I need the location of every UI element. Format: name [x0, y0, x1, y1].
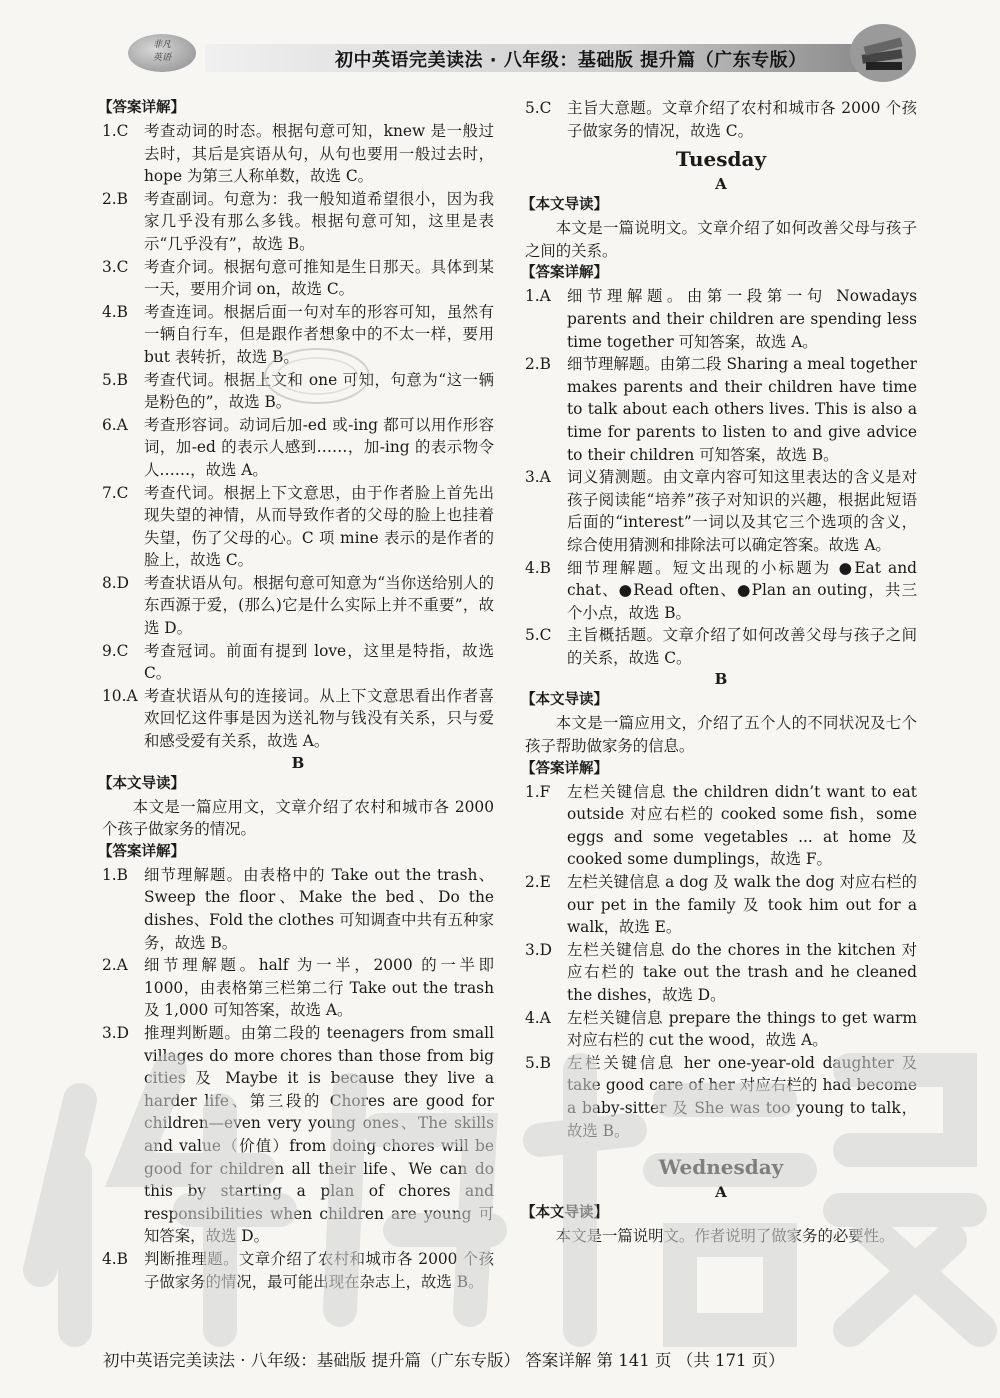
answer-item: [102, 1248, 494, 1293]
answer-item: [525, 781, 917, 871]
answer-number: 2.B: [525, 355, 551, 374]
right-column: [521, 97, 917, 1248]
section-heading: 【答案详解】: [98, 100, 185, 116]
guide-paragraph: 本文是一篇说明文。文章介绍了如何改善父母与孩子之间的关系。: [525, 219, 917, 260]
logo-line1: 非凡: [152, 40, 171, 50]
answer-number: 6.A: [102, 415, 128, 434]
answer-item: [102, 414, 494, 482]
answer-text: 考查动词的时态。根据句意可知，knew 是一般过去时，其后是宾语从句，从句也要用一般过去时，hope 为第三人称单数，故选 C。: [144, 122, 494, 186]
answer-number: 9.C: [102, 641, 129, 660]
answer-text: 考查状语从句。根据句意可知意为“当你送给别人的东西源于爱，(那么)它是什么实际上并不重要”，故选 D。: [144, 573, 494, 638]
answer-number: 1.F: [525, 782, 551, 801]
answer-item: [102, 954, 494, 1022]
answer-item: [525, 939, 917, 1007]
answer-text: 考查代词。根据上文和 one 可知，句意为“这一辆是粉色的”，故选 B。: [144, 370, 494, 412]
answer-text: 考查代词。根据上下文意思，由于作者脸上首先出现失望的神情，从而导致作者的父母的脸上也挂着失望，伤了父母的心。C 项 mine 表示的是作者的脸上，故选 C。: [144, 483, 494, 570]
answer-text: 主旨大意题。文章介绍了农村和城市各 2000 个孩子做家务的情况，故选 C。: [567, 99, 917, 140]
answer-number: 2.B: [102, 189, 128, 208]
answer-text: 细节理解题。由表格中的 Take out the trash、Sweep the floor、Make the bed、Do the dishes、Fold the clothes 可知调查中共有五种家务，故选 B。: [144, 865, 494, 952]
section-heading: 【本文导读】: [98, 775, 185, 792]
answer-item: [102, 256, 494, 301]
section-heading: 【本文导读】: [521, 1205, 608, 1222]
page-footer: 初中英语完美读法 · 八年级：基础版 提升篇（广东专版） 答案详解 第 141 页 （共 171 页）: [103, 1351, 785, 1370]
logo-line2: 英语: [152, 53, 171, 63]
answer-number: 4.B: [525, 558, 551, 577]
answer-item: [102, 369, 494, 414]
series-logo: [128, 34, 196, 72]
answer-item: [525, 871, 917, 939]
guide-paragraph: 本文是一篇应用文，文章介绍了农村和城市各 2000 个孩子做家务的情况。: [102, 797, 494, 839]
part-label: B: [714, 670, 728, 689]
answer-number: 4.B: [102, 302, 128, 321]
answer-text: 主旨概括题。文章介绍了如何改善父母与孩子之间的关系，故选 C。: [567, 626, 917, 667]
page-header: [0, 0, 1000, 95]
answer-item: [525, 353, 917, 466]
answer-item: [102, 120, 494, 188]
part-label: A: [715, 175, 727, 194]
answer-text: 推理判断题。由第二段的 teenagers from small villages do more chores than those from big cities 及 Maybe it is because they live a harder life、第三段的 Chores are good for children—even very young ones、The skills and value（价值）from doing chores will be good for children all their life、We can do this by starting a plan of chores and responsibilities when children are young 可知答案，故选 D。: [144, 1023, 494, 1246]
answer-text: 考查形容词。动词后加-ed 或-ing 都可以用作形容词，加-ed 的表示人感到……，加-ing 的表示物令人……，故选 A。: [144, 415, 494, 479]
answer-number: 3.A: [525, 468, 551, 487]
day-heading: Tuesday: [675, 147, 767, 172]
answer-number: 10.A: [102, 686, 138, 705]
left-column: [98, 97, 494, 1293]
answer-item: [102, 572, 494, 640]
answer-text: 左栏关键信息 her one-year-old daughter 及 take good care of her 对应右栏的 had become a baby-sitter 及 She was too young to talk，故选 B。: [567, 1053, 917, 1140]
answer-text: 左栏关键信息 prepare the things to get warm 对应右栏的 cut the wood，故选 A。: [567, 1008, 917, 1050]
answer-number: 7.C: [102, 483, 129, 502]
answer-number: 2.E: [525, 873, 551, 892]
answer-text: 细节理解题。half 为一半，2000 的一半即 1000，由表格第三栏第二行 Take out the trash 及 1,000 可知答案，故选 A。: [144, 956, 494, 1020]
answer-text: 考查介词。根据句意可推知是生日那天。具体到某一天，要用介词 on，故选 C。: [144, 257, 494, 299]
answer-item: [102, 188, 494, 256]
answer-text: 考查冠词。前面有提到 love，这里是特指，故选 C。: [144, 641, 494, 683]
part-label: B: [291, 753, 305, 772]
answer-text: 判断推理题。文章介绍了农村和城市各 2000 个孩子做家务的情况，最可能出现在杂志上，故选 B。: [144, 1249, 494, 1291]
answer-number: 1.A: [525, 287, 551, 306]
guide-paragraph: 本文是一篇应用文，介绍了五个人的不同状况及七个孩子帮助做家务的信息。: [525, 714, 917, 756]
answer-text: 左栏关键信息 the children didn’t want to eat outside 对应右栏的 cooked some fish，some eggs and some vegetables ... at home 及 cooked some dumplings，故选 F。: [567, 782, 917, 869]
answer-number: 4.A: [525, 1008, 551, 1027]
answer-item: [525, 1007, 917, 1052]
answer-item: [102, 685, 494, 753]
section-heading: 【答案详解】: [521, 760, 608, 777]
answer-number: 3.D: [102, 1023, 130, 1042]
answer-item: [102, 640, 494, 685]
answer-item: [102, 301, 494, 369]
books-icon: [848, 22, 918, 84]
answer-text: 细节理解题。由第二段 Sharing a meal together makes parents and their children have time to talk about each others lives. This is also a time for parents to listen to and give advice to their children 可知答案，故选 B。: [567, 355, 917, 464]
section-heading: 【本文导读】: [521, 197, 608, 214]
answer-text: 考查副词。句意为：我一般知道希望很小，因为我家几乎没有那么多钱。根据句意可知，这里是表示“几乎没有”，故选 B。: [144, 189, 494, 253]
section-heading: 【答案详解】: [98, 843, 185, 860]
answer-item: [102, 482, 494, 572]
answer-text: 细节理解题。由第一段第一句 Nowadays parents and their children are spending less time together 可知答案，故选 A。: [567, 287, 917, 351]
answer-item: [525, 97, 917, 142]
answer-text: 细节理解题。短文出现的小标题为 ●Eat and chat、●Read often、●Plan an outing，共三个小点，故选 B。: [567, 558, 917, 622]
day-heading: Wednesday: [658, 1155, 784, 1180]
answer-number: 5.C: [525, 99, 552, 117]
answer-text: 考查状语从句的连接词。从上下文意思看出作者喜欢回忆这件事是因为送礼物与钱没有关系，只与爱和感受爱有关系，故选 A。: [144, 686, 494, 751]
answer-number: 1.C: [102, 122, 129, 140]
answer-number: 2.A: [102, 956, 128, 975]
answer-number: 1.B: [102, 865, 128, 884]
answer-item: [525, 466, 917, 556]
header-title: 初中英语完美读法 · 八年级：基础版 提升篇（广东专版）: [335, 50, 807, 71]
answer-item: [525, 624, 917, 669]
section-heading: 【答案详解】: [521, 265, 608, 282]
answer-number: 3.D: [525, 940, 553, 959]
answer-text: 词义猜测题。由文章内容可知这里表达的含义是对孩子阅读能“培养”孩子对知识的兴趣，根据此短语后面的“interest”一词以及其它三个选项的含义，综合使用猜测和排除法可以确定答案。故选 A。: [567, 468, 917, 554]
answer-text: 左栏关键信息 do the chores in the kitchen 对应右栏的 take out the trash and he cleaned the dishes，故选 D。: [567, 940, 917, 1004]
answer-item: [102, 1022, 494, 1248]
answer-number: 8.D: [102, 573, 130, 592]
answer-text: 左栏关键信息 a dog 及 walk the dog 对应右栏的 our pet in the family 及 took him out for a walk，故选 E。: [567, 873, 917, 937]
answer-item: [525, 557, 917, 625]
section-heading: 【本文导读】: [521, 692, 608, 709]
answer-number: 5.B: [102, 370, 128, 389]
answer-number: 3.C: [102, 257, 129, 276]
answer-text: 考查连词。根据后面一句对车的形容可知，虽然有一辆自行车，但是跟作者想象中的不太一样，要用 but 表转折，故选 B。: [144, 302, 494, 366]
part-label: A: [715, 1183, 727, 1202]
answer-number: 4.B: [102, 1249, 128, 1268]
answer-item: [525, 285, 917, 353]
answer-item: [102, 864, 494, 954]
answer-number: 5.B: [525, 1053, 551, 1072]
answer-item: [525, 1052, 917, 1142]
guide-paragraph: 本文是一篇说明文。作者说明了做家务的必要性。: [555, 1227, 895, 1246]
answer-number: 5.C: [525, 626, 552, 645]
